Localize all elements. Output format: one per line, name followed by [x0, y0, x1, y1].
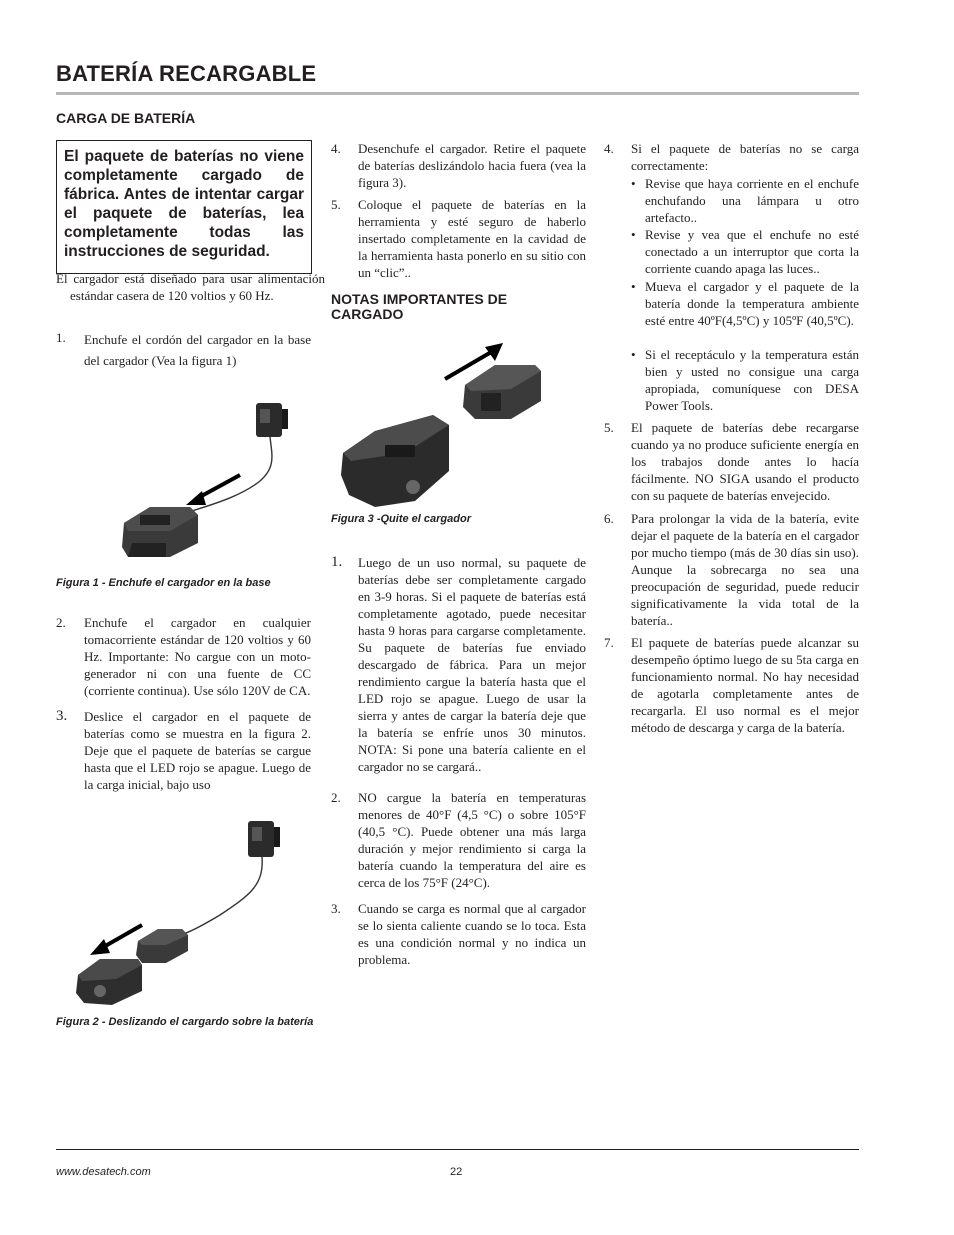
bullet-text: Si el receptáculo y la temperatura están bien y usted no consigue una carga apropiada, comuníquese con DESA Power Tools. [645, 347, 859, 413]
note-text: Para prolongar la vida de la batería, evite dejar el paquete de la batería en el cargador por mucho tiempo (más de 30 días sin uso). Aunque la sobrecarga no sea una preocupación de seguridad, puede reducir significativamente la vida total de la batería.. [631, 511, 859, 628]
figure-3-caption: Figura 3 -Quite el cargador [331, 513, 471, 525]
note-3 [331, 900, 586, 972]
step-number: 5. [331, 197, 341, 212]
step-number: 3. [56, 708, 68, 724]
note-5 [604, 419, 859, 505]
step-text: Enchufe el cargador en cualquier tomacorriente estándar de 120 voltios y 60 Hz. Importante: No cargue con un moto-generador ni con una fuente de CC (corriente continua). Use sólo 120V de CA. [84, 615, 311, 698]
footer-website-link[interactable]: www.desatech.com [56, 1166, 151, 1178]
step-text: Coloque el paquete de baterías en la herramienta y esté seguro de haberlo insertado completamente en la cavidad de la herramienta hasta ponerlo en su sitio con un “clic”.. [358, 197, 586, 280]
step-number: 1. [56, 330, 66, 345]
step-5 [331, 196, 586, 282]
note-number: 7. [604, 635, 614, 650]
figure-2-caption: Figura 2 - Deslizando el cargardo sobre la batería [56, 1016, 314, 1028]
bullet-item [631, 175, 859, 227]
note-4 [604, 140, 859, 176]
bullet-mark: • [631, 227, 636, 242]
step-text: Enchufe el cordón del cargador en la base del cargador (Vea la figura 1) [84, 332, 311, 368]
step-text: Deslice el cargador en el paquete de baterías como se muestra en la figura 2. Deje que el paquete de baterías se cargue hasta que el LED rojo se apague. Luego de la carga inicial, bajo uso [84, 709, 311, 792]
note-1 [331, 554, 586, 780]
note-number: 6. [604, 511, 614, 526]
bullet-item [631, 346, 859, 414]
step-2 [56, 614, 311, 700]
figure-1-caption: Figura 1 - Enchufe el cargador en la base [56, 577, 271, 589]
page-title: BATERÍA RECARGABLE [56, 61, 317, 86]
bullet-item [631, 226, 859, 278]
step-number: 2. [56, 615, 66, 630]
bullet-text: Revise que haya corriente en el enchufe enchufando una lámpara u otro artefacto.. [645, 176, 859, 225]
note-text: El paquete de baterías puede alcanzar su desempeño óptimo luego de su 5ta carga en funcionamiento normal. No hay necesidad de agotarla completamente antes de recargarla. El uso normal es el mejor método de descarga y carga de la batería. [631, 635, 859, 735]
figure-2-sliding-charger [70, 815, 290, 1010]
warning-box: El paquete de baterías no viene completamente cargado de fábrica. Antes de intentar cargar el paquete de baterías, lea completamente todas las instrucciones de seguridad. [56, 140, 312, 274]
note-number: 5. [604, 420, 614, 435]
bullet-mark: • [631, 176, 636, 191]
bullet-mark: • [631, 347, 636, 362]
note-text: Si el paquete de baterías no se carga correctamente: [631, 141, 859, 173]
footer-divider [56, 1149, 859, 1150]
note-7 [604, 634, 859, 754]
section-heading: CARGA DE BATERÍA [56, 110, 196, 126]
step-4 [331, 140, 586, 192]
note-number: 4. [604, 141, 614, 156]
note-text: Luego de un uso normal, su paquete de baterías debe ser completamente cargado en 3-9 horas. Si el paquete de baterías está completamente agotado, puede necesitar hasta 9 horas para cargarse completamente. Su paquete de baterías fue enviado descargado de fábrica. Para un mejor rendimiento cargue la batería hasta que el LED rojo se apague. Luego de usar la sierra y antes de cargar la batería deje que la batería se enfríe unos 30 minutos. NOTA: Si pone una batería caliente en el cargador no se cargará.. [358, 555, 586, 774]
note-text: NO cargue la batería en temperaturas menores de 40°F (4,5 °C) o sobre 105°F (40,5 °C). Puede obtener una más larga duración y mejor rendimiento si carga la batería cuando la temperatura del aire es cerca de los 75°F (24°C). [358, 790, 586, 890]
note-number: 1. [331, 554, 343, 570]
bullet-text: Revise y vea que el enchufe no esté conectado a un interruptor que corta la corriente cuando apaga las luces.. [645, 227, 859, 276]
step-3 [56, 708, 311, 794]
title-divider [56, 92, 859, 95]
page-number: 22 [450, 1166, 463, 1178]
note-number: 2. [331, 790, 341, 805]
bullet-mark: • [631, 279, 636, 294]
note-text: El paquete de baterías debe recargarse cuando ya no produce suficiente energía en los trabajos donde antes lo hacía fácilmente. NO SIGA usando el producto con su paquete de baterías envejecido. [631, 420, 859, 503]
step-text: Desenchufe el cargador. Retire el paquete de baterías deslizándolo hacia fuera (vea la figura 3). [358, 141, 586, 190]
bullet-text: Mueva el cargador y el paquete de la batería donde la temperatura ambiente esté entre 40ºF(4,5ºC) y 105ºF (40,5ºC). [645, 279, 859, 328]
note-2 [331, 789, 586, 894]
note-6 [604, 510, 859, 630]
figure-1-charger-plug [110, 395, 310, 565]
note-number: 3. [331, 901, 341, 916]
intro-paragraph: El cargador está diseñado para usar alimentación estándar casera de 120 voltios y 60 Hz. [56, 271, 325, 303]
figure-3-remove-charger [335, 335, 585, 515]
bullet-item [631, 278, 859, 346]
notes-heading: NOTAS IMPORTANTES DE CARGADO [331, 291, 508, 322]
note-text: Cuando se carga es normal que al cargador se lo sienta caliente cuando se lo toca. Esta es una condición normal y no indica un problema. [358, 901, 586, 967]
step-number: 4. [331, 141, 341, 156]
step-1 [56, 329, 311, 369]
